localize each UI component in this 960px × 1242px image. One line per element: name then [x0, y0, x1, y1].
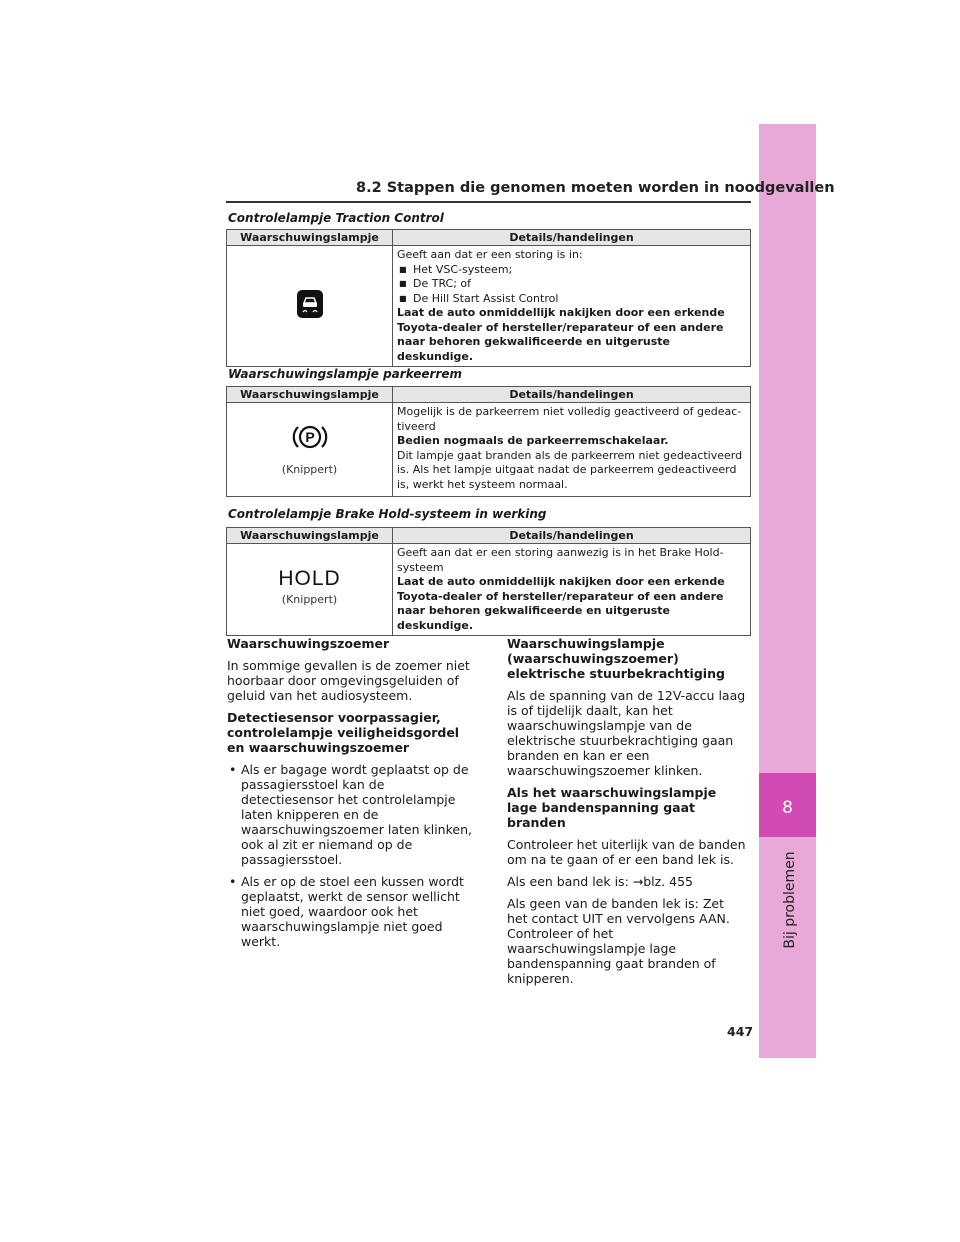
- paragraph: Als de spanning van de 12V-accu laag is of tijdelijk daalt, kan het waarschuwingslampje van de elektrische stuurbekrachtiging gaan branden en kan er een waarschuwingszoemer klinken.: [507, 688, 746, 778]
- table-header-details: Details/handelingen: [393, 230, 751, 246]
- heading-passenger-sensor: Detectiesensor voorpassagier, controlelampje veiligheidsgordel en waarschuwingszoemer: [227, 710, 460, 755]
- details-instruction: Bedien nogmaals de parkeerremschakelaar.: [397, 434, 669, 447]
- blink-note: (Knippert): [281, 592, 338, 606]
- section-title-traction: Controlelampje Traction Control: [228, 211, 444, 225]
- paragraph: Controleer het uiterlijk van de banden om na te gaan of er een band lek is.: [507, 837, 746, 867]
- details-line: Dit lampje gaat branden als de parkeerrem niet gedeactiveerd is. Als het lampje uitgaat nadat de parkeerrem gedeactiveerd is, werkt het systeem normaal.: [397, 448, 743, 491]
- table-header-details: Details/handelingen: [393, 387, 751, 403]
- table-header-lamp: Waarschuwingslampje: [227, 230, 393, 246]
- section-header: 8.2 Stappen die genomen moeten worden in noodgevallen: [356, 180, 835, 196]
- svg-text:P: P: [304, 429, 315, 445]
- chapter-label-text: Bij problemen: [782, 851, 798, 949]
- brake-hold-table: [226, 527, 751, 636]
- list-item: • Als er bagage wordt geplaatst op de passagiersstoel kan de detectiesensor het controlelampje laten knipperen en de waarschuwingszoemer laten klinken, ook al zit er niemand op de passagiersstoel.: [227, 762, 472, 867]
- icon-cell: [227, 246, 393, 367]
- right-column: [507, 636, 747, 993]
- chapter-number: 8: [759, 773, 816, 837]
- paragraph: Als geen van de banden lek is: Zet het contact UIT en vervolgens AAN. Controleer of het waarschuwingslampje lage bandenspanning gaat branden of knipperen.: [507, 896, 730, 986]
- details-instruction: Laat de auto onmiddellijk nakijken door een erkende Toyota-dealer of hersteller/reparateur of een andere naar behoren gekwalificeerde en uitgeruste deskundige.: [397, 306, 725, 363]
- details-intro: Geeft aan dat er een storing is in:: [397, 248, 583, 261]
- list-item: ■ De TRC; of: [397, 277, 746, 292]
- table-header-details: Details/handelingen: [393, 528, 751, 544]
- parking-brake-table: [226, 386, 751, 497]
- paragraph: In sommige gevallen is de zoemer niet hoorbaar door omgevingsgeluiden of geluid van het audiosysteem.: [227, 658, 470, 703]
- bullet-list: [227, 762, 472, 949]
- list-item: ■ De Hill Start Assist Control: [397, 292, 746, 307]
- section-title-brake-hold: Controlelampje Brake Hold-systeem in werking: [228, 507, 547, 521]
- details-line: Geeft aan dat er een storing aanwezig is in het Brake Hold-systeem: [397, 546, 724, 574]
- list-item: • Als er op de stoel een kussen wordt geplaatst, werkt de sensor wellicht niet goed, waardoor ook het waarschuwingslampje niet goed werkt.: [227, 874, 472, 949]
- icon-cell: [227, 403, 393, 497]
- traction-control-table: [226, 229, 751, 367]
- header-divider: [226, 201, 751, 203]
- blink-note: (Knippert): [281, 462, 338, 476]
- traction-control-icon: [297, 290, 323, 318]
- hold-icon: HOLD: [278, 567, 341, 590]
- parking-brake-icon: [292, 422, 328, 452]
- details-cell: [393, 246, 751, 367]
- details-line: Mogelijk is de parkeerrem niet volledig geactiveerd of gedeac-tiveerd: [397, 405, 742, 433]
- left-column: [227, 636, 472, 956]
- chapter-label: [775, 848, 797, 958]
- heading-tire-pressure: Als het waarschuwingslampje lage bandenspanning gaat branden: [507, 785, 717, 830]
- section-title-parking-brake: Waarschuwingslampje parkeerrem: [228, 367, 462, 381]
- list-item: ■ Het VSC-systeem;: [397, 263, 746, 278]
- heading-power-steering: Waarschuwingslampje (waarschuwingszoemer) elektrische stuurbekrachtiging: [507, 636, 725, 681]
- page-reference: Als een band lek is: →blz. 455: [507, 874, 694, 889]
- page-number: 447: [727, 1024, 754, 1039]
- details-instruction: Laat de auto onmiddellijk nakijken door een erkende Toyota-dealer of hersteller/reparateur of een andere naar behoren gekwalificeerde en uitgeruste deskundige.: [397, 575, 725, 632]
- table-header-lamp: Waarschuwingslampje: [227, 387, 393, 403]
- table-header-lamp: Waarschuwingslampje: [227, 528, 393, 544]
- icon-cell: [227, 544, 393, 636]
- details-cell: [393, 544, 751, 636]
- heading-buzzer: Waarschuwingszoemer: [227, 636, 390, 651]
- details-cell: [393, 403, 751, 497]
